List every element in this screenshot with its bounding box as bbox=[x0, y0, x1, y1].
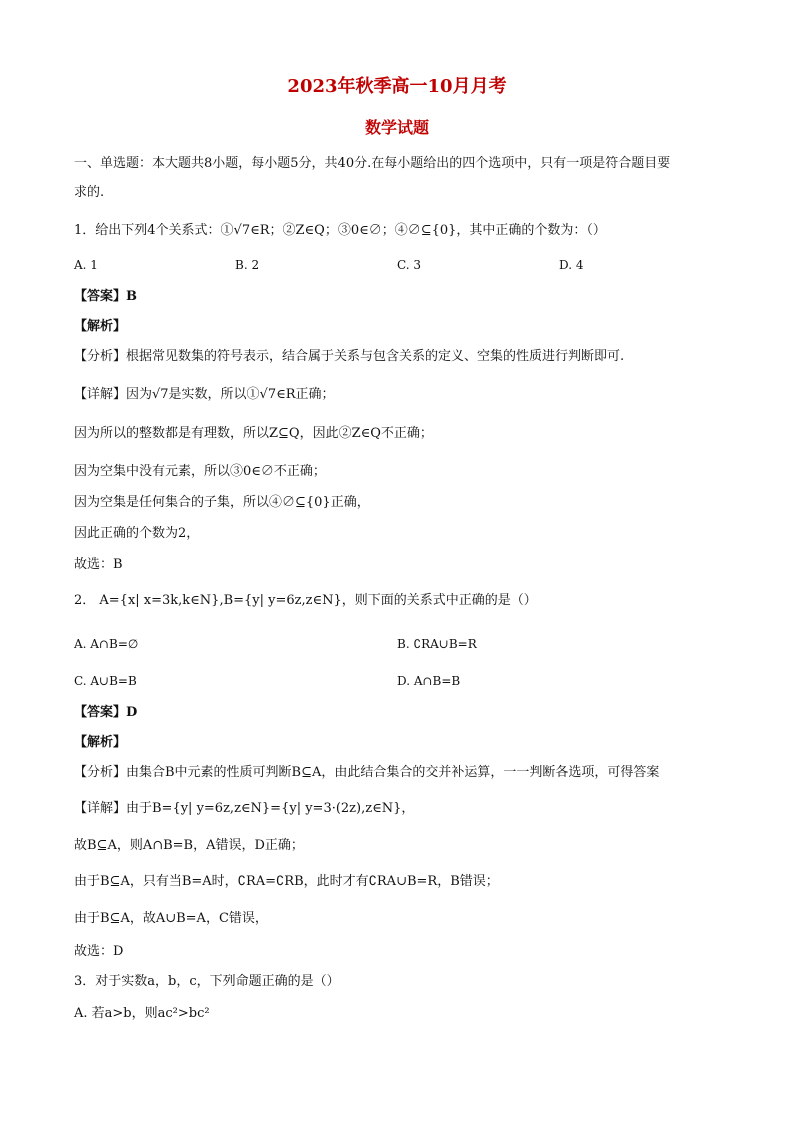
q1-option-b: B. 2 bbox=[235, 258, 260, 272]
q1-detail-5: 因此正确的个数为2， bbox=[74, 526, 200, 541]
q1-detail-6: 故选：B bbox=[74, 557, 123, 572]
q2-answer: 【答案】D bbox=[74, 705, 138, 720]
q2-detail-5: 故选：D bbox=[74, 944, 124, 959]
q2-analysis-heading: 【解析】 bbox=[74, 735, 127, 750]
section-instruction-line1: 一、单选题：本大题共8小题，每小题5分，共40分.在每小题给出的四个选项中，只有一项是符合题目要 bbox=[74, 156, 671, 171]
page-subtitle: 数学试题 bbox=[364, 118, 429, 137]
q2-fenxi: 【分析】由集合B中元素的性质可判断B⊆A，由此结合集合的交并补运算，一一判断各选项，可得答案 bbox=[74, 765, 660, 780]
q2-detail-2: 故B⊆A，则A∩B=B，A错误，D正确； bbox=[74, 838, 304, 853]
q1-option-a: A. 1 bbox=[74, 258, 98, 272]
q2-option-a: A. A∩B=∅ bbox=[74, 637, 139, 651]
q2-stem: 2． A={x| x=3k,k∈N},B={y| y=6z,z∈N}，则下面的关系式中正确的是（） bbox=[74, 593, 537, 608]
q2-detail-4: 由于B⊆A，故A∪B=A，C错误， bbox=[74, 911, 268, 926]
q2-option-d: D. A∩B=B bbox=[397, 674, 461, 688]
q1-detail-1: 【详解】因为√7是实数，所以①√7∈R正确； bbox=[74, 387, 335, 402]
page-title: 2023年秋季高一10月月考 bbox=[287, 76, 507, 97]
q1-detail-2: 因为所以的整数都是有理数，所以Z⊆Q，因此②Z∈Q不正确； bbox=[74, 426, 433, 441]
q1-stem: 1．给出下列4个关系式：①√7∈R；②Z∈Q；③0∈∅；④∅⊆{0}，其中正确的个数为：（） bbox=[74, 223, 606, 238]
q2-option-c: C. A∪B=B bbox=[74, 674, 137, 688]
section-instruction-line2: 求的. bbox=[74, 185, 105, 200]
q1-fenxi: 【分析】根据常见数集的符号表示，结合属于关系与包含关系的定义、空集的性质进行判断即可. bbox=[74, 349, 625, 364]
q1-answer: 【答案】B bbox=[74, 289, 137, 304]
q1-analysis-heading: 【解析】 bbox=[74, 319, 127, 334]
q1-detail-3: 因为空集中没有元素，所以③0∈∅不正确； bbox=[74, 464, 326, 479]
q2-detail-1: 【详解】由于B={y| y=6z,z∈N}={y| y=3·(2z),z∈N}， bbox=[74, 801, 415, 816]
q3-stem: 3．对于实数a，b，c，下列命题正确的是（） bbox=[74, 974, 340, 989]
q2-detail-3: 由于B⊆A，只有当B=A时，∁RA=∁RB，此时才有∁RA∪B=R，B错误； bbox=[74, 874, 499, 889]
q1-option-c: C. 3 bbox=[397, 258, 422, 272]
q2-option-b: B. ∁RA∪B=R bbox=[397, 637, 477, 651]
q3-option-a: A. 若a>b，则ac²>bc² bbox=[74, 1006, 210, 1021]
q1-option-d: D. 4 bbox=[559, 258, 584, 272]
q1-detail-4: 因为空集是任何集合的子集，所以④∅⊆{0}正确， bbox=[74, 495, 370, 510]
